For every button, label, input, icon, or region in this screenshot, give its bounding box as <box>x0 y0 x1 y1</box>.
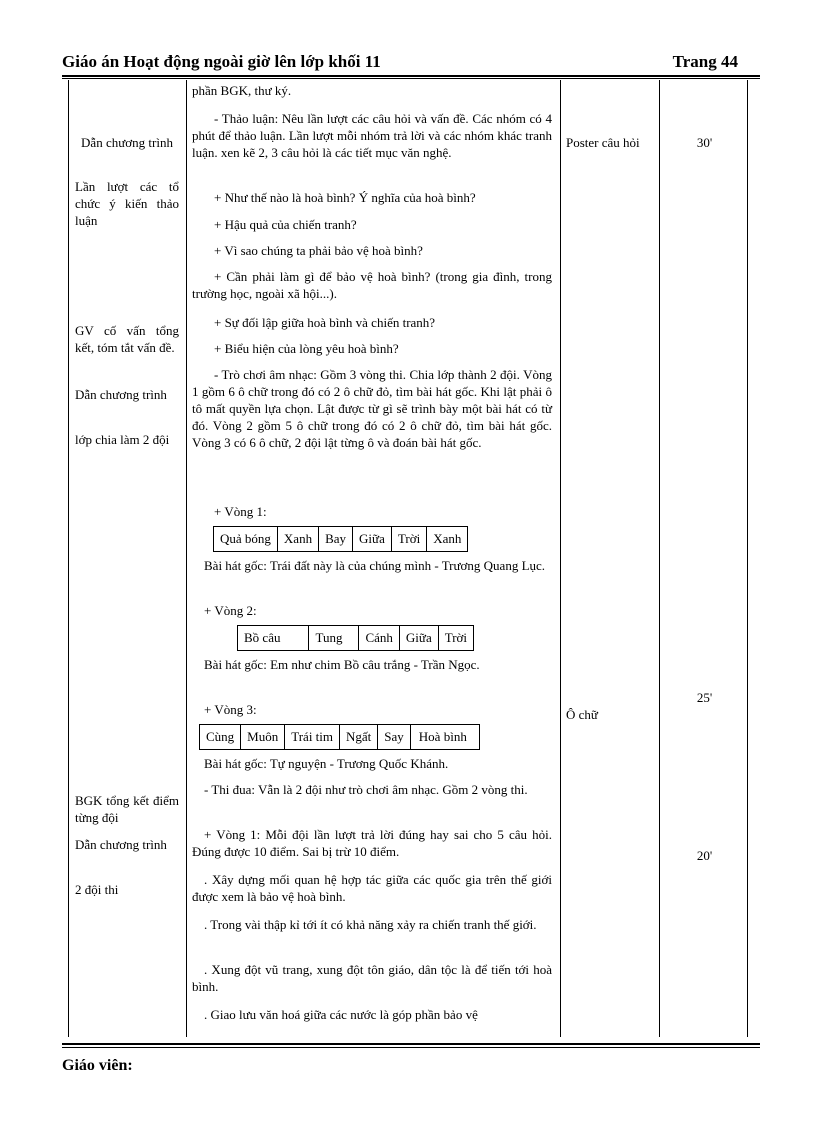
word-cell: Cánh <box>359 626 399 651</box>
round3-word-grid <box>199 724 480 750</box>
column-content <box>186 80 560 1037</box>
round3-song: Bài hát gốc: Tự nguyện - Trương Quốc Khánh. <box>204 756 449 771</box>
document-title: Giáo án Hoạt động ngoài giờ lên lớp khối 11 <box>62 52 381 71</box>
time-value: 20' <box>696 848 713 863</box>
word-cell: Say <box>378 725 411 750</box>
col1-text: Lần lượt các tổ chức ý kiến thảo luận <box>75 179 179 228</box>
content-line: + Biểu hiện của lòng yêu hoà bình? <box>214 341 399 356</box>
content-line: + Như thế nào là hoà bình? Ý nghĩa của hoà bình? <box>214 190 476 205</box>
word-cell: Tung <box>309 626 359 651</box>
round2-word-grid <box>237 625 474 651</box>
col1-text: 2 đội thi <box>75 882 119 897</box>
word-cell: Trời <box>391 527 426 552</box>
col1-text: Dẫn chương trình <box>81 135 173 150</box>
content-paragraph: - Trò chơi âm nhạc: Gồm 3 vòng thi. Chia lớp thành 2 đội. Vòng 1 gồm 6 ô chữ trong đó có 2 ô chữ đỏ, tìm bài hát gốc. Khi lật phải ô tô mất quyền lựa chọn. Lật được từ gì sẽ trình bày một bài hát có từ đó. Vòng 2 gồm 5 ô chữ trong đó có 2 ô chữ đỏ, tìm bài hát gốc. Vòng 3 có 6 ô chữ, 2 đội lật từng ô và đoán bài hát gốc. <box>192 367 552 450</box>
col1-text: Dẫn chương trình <box>75 837 167 852</box>
round1-label: + Vòng 1: <box>214 504 267 519</box>
materials-text: Ô chữ <box>566 707 598 722</box>
word-cell: Hoà bình <box>410 725 479 750</box>
round3-label: + Vòng 3: <box>204 702 257 717</box>
materials-text: Poster câu hỏi <box>566 135 640 150</box>
round2-label: + Vòng 2: <box>204 603 257 618</box>
content-paragraph: - Thi đua: Vẫn là 2 đội như trò chơi âm nhạc. Gồm 2 vòng thi. <box>204 782 528 797</box>
word-cell: Trời <box>438 626 473 651</box>
content-line: + Sự đối lập giữa hoà bình và chiến tranh? <box>214 315 436 330</box>
word-cell: Giữa <box>399 626 438 651</box>
round1-song: Bài hát gốc: Trái đất này là của chúng mình - Trương Quang Lục. <box>204 558 546 573</box>
col1-text: Dẫn chương trình <box>75 387 167 402</box>
word-cell: Bay <box>319 527 353 552</box>
teacher-label: Giáo viên: <box>62 1057 133 1074</box>
content-paragraph: + Vòng 1: Mỗi đội lần lượt trả lời đúng hay sai cho 5 câu hỏi. Đúng được 10 điểm. Sai bị trừ 10 điểm. <box>192 827 552 859</box>
content-paragraph: - Thảo luận: Nêu lần lượt các câu hỏi và vấn đề. Các nhóm có 4 phút để thảo luận. Lần lượt mỗi nhóm trả lời và các nhóm khác tranh luận. xen kẽ 2, 3 câu hỏi là các tiết mục văn nghệ. <box>192 111 552 160</box>
time-value: 25' <box>696 690 713 705</box>
header-rule-thin <box>62 78 760 79</box>
content-line: phần BGK, thư ký. <box>192 83 292 98</box>
col1-text: lớp chia làm 2 đội <box>75 432 170 447</box>
page-number: Trang 44 <box>672 52 738 71</box>
content-line: . Giao lưu văn hoá giữa các nước là góp phần bảo vệ <box>204 1007 478 1022</box>
word-cell: Quả bóng <box>214 527 278 552</box>
round1-word-grid <box>213 526 468 552</box>
round2-song: Bài hát gốc: Em như chim Bồ câu trắng - Trần Ngọc. <box>204 657 480 672</box>
word-cell: Cùng <box>200 725 241 750</box>
content-paragraph: . Trong vài thập kỉ tới ít có khả năng xảy ra chiến tranh thế giới. <box>204 917 537 932</box>
time-value: 30' <box>696 135 713 150</box>
content-line: + Vì sao chúng ta phải bảo vệ hoà bình? <box>214 243 423 258</box>
word-cell: Muôn <box>241 725 285 750</box>
content-paragraph: . Xung đột vũ trang, xung đột tôn giáo, dân tộc là để tiến tới hoà bình. <box>192 962 552 994</box>
column-activities <box>68 80 186 1037</box>
word-cell: Giữa <box>353 527 392 552</box>
column-materials <box>560 80 659 1037</box>
word-cell: Ngất <box>340 725 378 750</box>
header-rule <box>62 75 760 77</box>
col1-text: BGK tổng kết điểm từng đội <box>75 793 179 825</box>
footer-rule <box>62 1043 760 1045</box>
word-cell: Xanh <box>277 527 318 552</box>
col1-text: GV cố vấn tổng kết, tóm tắt vấn đề. <box>75 323 179 355</box>
footer-rule-thin <box>62 1047 760 1048</box>
content-line: + Hậu quả của chiến tranh? <box>214 217 357 232</box>
content-paragraph: . Xây dựng mối quan hệ hợp tác giữa các quốc gia trên thế giới được xem là bảo vệ hoà bình. <box>192 872 552 904</box>
column-time <box>659 80 748 1037</box>
content-paragraph: + Cần phải làm gì để bảo vệ hoà bình? (trong gia đình, trong trường học, ngoài xã hội...). <box>192 269 552 301</box>
word-cell: Trái tim <box>285 725 340 750</box>
word-cell: Bồ câu <box>238 626 309 651</box>
page-header <box>62 52 738 74</box>
word-cell: Xanh <box>427 527 468 552</box>
